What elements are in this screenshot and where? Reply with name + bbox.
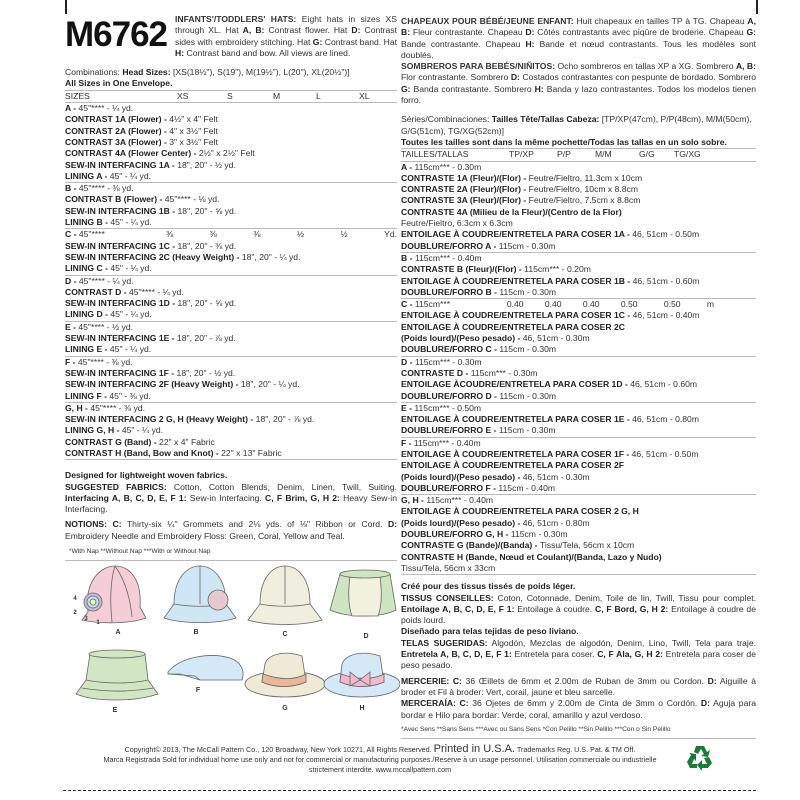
yardage-line: DOUBLURE/FORRO C - 115cm - 0.30m — [401, 344, 557, 355]
yardage-line: LINING D - 45" - ¼ yd. — [65, 309, 152, 320]
yardage-line: SEW-IN INTERFACING 2F (Heavy Weight) - 18", 20" - ¼ yd. — [65, 379, 300, 390]
designed-for-fr: Créé pour des tissus tissés de poids léger. — [401, 581, 576, 592]
yardage-group — [401, 356, 756, 402]
head-sizes: Combinations: Head Sizes: [XS(18½"), S(19"), M(19½"), L(20"), XL(20½")] — [65, 67, 350, 78]
suggested-fabrics: SUGGESTED FABRICS: Cotton, Cotton Blends, Denim, Linen, Twill, Suiting. Interfacing A, B, C, D, E, F 1: Sew-in Interfacing. C, F Brim, G, H 2: Heavy Sew-in Interfacing. — [65, 481, 397, 515]
notions-fr: MERCERIE: C: 36 Œillets de 6mm et 2.00m de Ruban de 3mm ou Cordon. D: Aiguille à broder et Fil à broder: Vert, corail, jaune et bleu sarcelle. — [401, 675, 756, 697]
yardage-line: F - 45"**** - ⅜ yd. — [65, 356, 133, 367]
svg-text:3: 3 — [84, 616, 88, 622]
yardage-line: SEW-IN INTERFACING 2 G, H (Heavy Weight) - 18", 20" - ⅞ yd. — [65, 414, 315, 425]
hat-e-icon — [76, 650, 158, 700]
yardage-group — [401, 298, 756, 355]
yardage-line: DOUBLURE/FORRO E - 115cm - 0.30m — [401, 425, 556, 436]
yardage-line: ENTOILAGE ÀCOUDRE/ENTRETELA PARA COSER 1D - 46, 51cm - 0.60m — [401, 379, 698, 390]
yardage-line: CONTRAST 3A (Flower) - 3" x 3½" Felt — [65, 136, 218, 147]
yardage-group — [65, 182, 397, 228]
yardage-group — [65, 102, 397, 182]
svg-text:4: 4 — [73, 596, 77, 602]
yardage-line: ENTOILAGE À COUDRE/ENTRETELA PARA COSER 1E - 46, 51cm - 0.80m — [401, 414, 699, 425]
yardage-group — [65, 402, 397, 459]
yardage-line: A - 45"**** - ¼ yd. — [65, 103, 134, 114]
hat-d-icon — [330, 570, 396, 616]
english-column — [65, 14, 397, 561]
hat-label-a: A — [115, 629, 121, 636]
yardage-list-en — [65, 102, 397, 459]
yardage-line: ENTOILAGE À COUDRE/ENTRETELA PARA COSER 2F — [401, 460, 624, 471]
yardage-line: B - 45"**** - ⅜ yd. — [65, 183, 134, 194]
yardage-group — [401, 402, 756, 437]
nap-note: *With Nap **Without Nap ***With or Without Nap — [65, 546, 397, 561]
yardage-line: A - 115cm*** - 0.30m — [401, 161, 482, 172]
yardage-line: CONTRASTE H (Bande, Nœud et Coulant)/(Banda, Lazo y Nudo) — [401, 551, 662, 562]
svg-text:1: 1 — [96, 620, 100, 626]
hats-drawing — [70, 562, 400, 742]
hat-label-d: D — [363, 633, 369, 640]
hat-b-icon — [164, 566, 236, 623]
hat-label-h: H — [359, 705, 365, 712]
yardage-line: CONTRASTE 3A (Fleur)/(Flor) - Feutre/Fieltro, 7.5cm x 8.8cm — [401, 195, 641, 206]
all-sizes-note-foreign: Toutes les tailles sont dans la même pochette/Todas las tallas en un solo sobre. — [401, 136, 727, 147]
suggested-fabrics-fr: TISSUS CONSEILLES: Coton, Cotonnade, Denim, Toile de lin, Twill, Tissu pour complet. Entoilage A, B, C, D, E, F 1: Entoilage à coudre. C, F Bord, G, H 2: Entoilage à coudre de poids lourd. — [401, 592, 757, 626]
yardage-line: CONTRAST G (Band) - 22" x 4" Fabric — [65, 436, 215, 447]
yardage-line: DOUBLURE/FORRO G, H - 115cm - 0.30m — [401, 529, 568, 540]
yardage-line: G, H - 115cm*** - 0.40m — [401, 495, 494, 506]
nap-note-foreign: *Avec Sens **Sans Sens ***Avec ou Sans Sens *Con Pelillo **Sin Pelillo ***Con o Sin Pelillo — [401, 724, 756, 739]
yardage-line: E - 45"**** - ½ yd. — [65, 321, 134, 332]
yardage-line: CONTRASTE 2A (Fleur)/(Flor) - Feutre/Fieltro, 10cm x 8.8cm — [401, 184, 639, 195]
yardage-line: DOUBLURE/FORRO B - 115cm - 0.30m — [401, 286, 557, 297]
yardage-group — [65, 228, 397, 274]
yardage-line: CONTRAST D - 45"**** - ¼ yd. — [65, 286, 184, 297]
yardage-line: SEW-IN INTERFACING 2C (Heavy Weight) - 18", 20" - ¼ yd. — [65, 251, 301, 262]
hat-label-f: F — [195, 687, 201, 694]
yardage-line: DOUBLURE/FORRO A - 115cm - 0.30m — [401, 240, 556, 251]
yardage-line: ENTOILAGE À COUDRE/ENTRETELA PARA COSER 2C — [401, 321, 625, 332]
yardage-line: CONTRASTE D - 115cm*** - 0.30m — [401, 367, 538, 378]
yardage-line: DOUBLURE/FORRO F - 115cm - 0.40m — [401, 482, 556, 493]
sizes-header: SIZES XS S M L XL — [65, 90, 397, 102]
yardage-line: D - 45"**** - ¼ yd. — [65, 275, 134, 286]
designed-for: Designed for lightweight woven fabrics. — [65, 470, 228, 481]
yardage-line: E - 115cm*** - 0.50m — [401, 402, 482, 413]
yardage-group — [401, 161, 756, 252]
yardage-line: CONTRASTE 4A (Milieu de la Fleur)/(Centro de la Flor) — [401, 206, 622, 217]
sizes-header-foreign: TAILLES/TALLAS TP/XP P/P M/M G/G TG/XG — [401, 148, 756, 160]
yardage-line: ENTOILAGE À COUDRE/ENTRETELA PARA COSER 1F - 46, 51cm - 0.50m — [401, 448, 699, 459]
head-sizes-foreign: Séries/Combinaciones: Tailles Tête/Tallas Cabeza: [TP/XP(47cm), P/P(48cm), M/M(50cm), G/G(51cm), TG/XG(52cm)] — [401, 114, 752, 136]
yardage-line: LINING C - 45" - ¼ yd. — [65, 263, 152, 274]
hat-label-c: C — [282, 631, 288, 638]
yardage-line: ENTOILAGE À COUDRE/ENTRETELA PARA COSER 1A - 46, 51cm - 0.50m — [401, 229, 700, 240]
hat-h-icon — [324, 653, 400, 697]
designed-for-es: Diseñado para telas tejidas de peso liviano. — [401, 626, 579, 637]
yardage-group — [65, 356, 397, 402]
hat-f-icon — [168, 656, 243, 680]
yardage-line: Tissu/Tela, 56cm x 33cm — [401, 562, 496, 573]
pattern-description-es: SOMBREROS PARA BEBÉS/NIÑITOS: Ocho sombreros en tallas XP a XG. Sombrero A, B: Flor contrastante. Sombrero D: Costados contrastantes con pespunte de bordado. Sombrero G: Banda contrastante. Sombrero H: Banda y lazo contrastantes. Todos los modelos tienen forro. — [401, 61, 757, 106]
notions-es: MERCERAÍA: C: 36 Ojetes de 6mm y 2.00m de Cinta de 3mm o Cordón. D: Aguja para bordar e Hilo para bordar: Verde, coral, amarillo y azul verdoso. — [401, 698, 757, 720]
yardage-group — [401, 494, 756, 574]
suggested-fabrics-es: TELAS SUGERIDAS: Algodón, Mezclas de algodón, Denim, Lino, Twill, Tela para traje. Entretela A, B, C, D, E, F 1: Entretela para coser. C, F Ala, G, H 2: Entretela para coser de peso pesado. — [401, 637, 756, 671]
yardage-line: SEW-IN INTERFACING 1D - 18", 20" - ⅝ yd. — [65, 298, 237, 309]
hat-illustrations — [70, 562, 400, 742]
svg-text:2: 2 — [73, 610, 77, 616]
yardage-group — [401, 437, 756, 494]
yardage-line: CONTRAST 2A (Flower) - 4" x 3½" Felt — [65, 125, 218, 136]
yardage-line: B - 115cm*** - 0.40m — [401, 252, 482, 263]
yardage-list-foreign — [401, 161, 756, 575]
trim-mark — [65, 0, 67, 14]
yardage-line: F - 115cm*** - 0.40m — [401, 437, 481, 448]
yardage-line: SEW-IN INTERFACING 1C - 18", 20" - ⅜ yd. — [65, 240, 237, 251]
yardage-line: CONTRASTE B (Fleur)/(Flor) - 115cm*** - 0.20m — [401, 264, 591, 275]
hat-c-icon — [248, 566, 322, 625]
foreign-column — [401, 14, 756, 739]
yardage-line: D - 115cm*** - 0.30m — [401, 356, 482, 367]
yardage-group — [401, 252, 756, 298]
trim-mark — [756, 0, 758, 14]
yardage-line: CONTRAST B (Flower) - 45"**** - ⅛ yd. — [65, 194, 220, 205]
hat-g-icon — [245, 653, 325, 697]
yardage-line: SEW-IN INTERFACING 1B - 18", 20" - ⅝ yd. — [65, 205, 237, 216]
yardage-line: (Poids lourd)/(Peso pesado) - 46, 51cm - 0.80m — [401, 517, 590, 528]
yardage-line: ENTOILAGE À COUDRE/ENTRETELA PARA COSER 1B - 46, 51cm - 0.60m — [401, 275, 700, 286]
yardage-line: LINING G, H - 45" - ¼ yd. — [65, 425, 164, 436]
yardage-line: C - 115cm*** 0.40 0.40 0.40 0.50 0.50 m — [401, 299, 715, 310]
yardage-line: SEW-IN INTERFACING 1E - 18", 20" - ⅞ yd. — [65, 333, 236, 344]
yardage-line: CONTRASTE G (Bande)/(Banda) - Tissu/Tela, 56cm x 10cm — [401, 540, 635, 551]
yardage-line: LINING E - 45" - ¼ yd. — [65, 344, 152, 355]
yardage-line: ENTOILAGE À COUDRE/ENTRETELA PARA COSER 1C - 46, 51cm - 0.40m — [401, 310, 700, 321]
pattern-number: M6762 — [65, 15, 168, 54]
hat-label-e: E — [112, 707, 118, 714]
yardage-line: DOUBLURE/FORRO D - 115cm - 0.30m — [401, 390, 557, 401]
yardage-line: G, H - 45"**** - ⅜ yd. — [65, 402, 145, 413]
copyright-footer: Copyright© 2013, The McCall Pattern Co., 120 Broadway, New York 10271, All Rights Reserved. Printed in U.S.A. Trademarks Reg. U.S. Pat. & TM Off. Marca Registrada Sold for individual home use only and not for commercial or manufacturing purposes./Reserve à un usage personnel. Utilisation commerciale ou industrielle strictement interdite. www.mccallpattern.com — [103, 743, 657, 774]
pattern-description-en: INFANTS'/TODDLERS' HATS: Eight hats in sizes XS through XL. Hat A, B: Contrast flower. Hat D: Contrast sides with embroidery stitching. Hat G: Contrast band. Hat H: Contrast band and bow. All views are lined. — [175, 14, 397, 58]
yardage-line: Feutre/Fieltro, 6.3cm x 6.3cm — [401, 218, 513, 229]
notions: NOTIONS: C: Thirty-six ¼" Grommets and 2⅛ yds. of ⅛" Ribbon or Cord. D: Embroidery Needle and Embroidery Floss: Green, Coral, Yellow and Teal. — [65, 519, 398, 541]
yardage-line: CONTRAST H (Band, Bow and Knot) - 22" x 13" Fabric — [65, 447, 282, 458]
cut-line — [63, 790, 756, 791]
recycle-icon — [685, 743, 715, 773]
yardage-line: LINING F - 45" - ⅜ yd. — [65, 390, 151, 401]
yardage-line: CONTRAST 4A (Flower Center) - 2½" x 2½" Felt — [65, 148, 255, 159]
hat-label-g: G — [282, 705, 288, 712]
yardage-line: (Poids lourd)/(Peso pesado) - 46, 51cm - 0.30m — [401, 471, 590, 482]
yardage-line: SEW-IN INTERFACING 1A - 18", 20" - ½ yd. — [65, 159, 236, 170]
hat-label-b: B — [193, 629, 199, 636]
yardage-line: SEW-IN INTERFACING 1F - 18", 20" - ½ yd. — [65, 367, 236, 378]
pattern-header — [65, 14, 397, 59]
yardage-group — [65, 275, 397, 321]
yardage-line: CONTRAST 1A (Flower) - 4½" x 4" Felt — [65, 114, 218, 125]
yardage-line: CONTRASTE 1A (Fleur)/(Flor) - Feutre/Fieltro, 11.3cm x 10cm — [401, 172, 643, 183]
pattern-description-fr: CHAPEAUX POUR BÉBÉ/JEUNE ENFANT: Huit chapeaux en tailles TP à TG. Chapeau A, B: Fleur contrastante. Chapeau D: Côtés contrastants avec piqûre de broderie. Chapeau G: Bande contrastante. Chapeau H: Bande et nœud contrastants. Tous les modèles sont doublés. — [401, 16, 757, 60]
yardage-line: C - 45"**** ⅜ ⅜ ⅜ ½ ½ Yd. — [65, 229, 398, 240]
yardage-line: LINING A - 45" - ¼ yd. — [65, 170, 151, 181]
all-sizes-note: All Sizes in One Envelope. — [65, 78, 173, 89]
yardage-line: ENTOILAGE À COUDRE/ENTRETELA PARA COSER 2 G, H — [401, 506, 639, 517]
yardage-line: LINING B - 45" - ¼ yd. — [65, 217, 152, 228]
hat-a-icon — [82, 566, 146, 623]
yardage-group — [65, 321, 397, 356]
yardage-line: (Poids lourd)/(Peso pesado) - 46, 51cm - 0.30m — [401, 333, 590, 344]
